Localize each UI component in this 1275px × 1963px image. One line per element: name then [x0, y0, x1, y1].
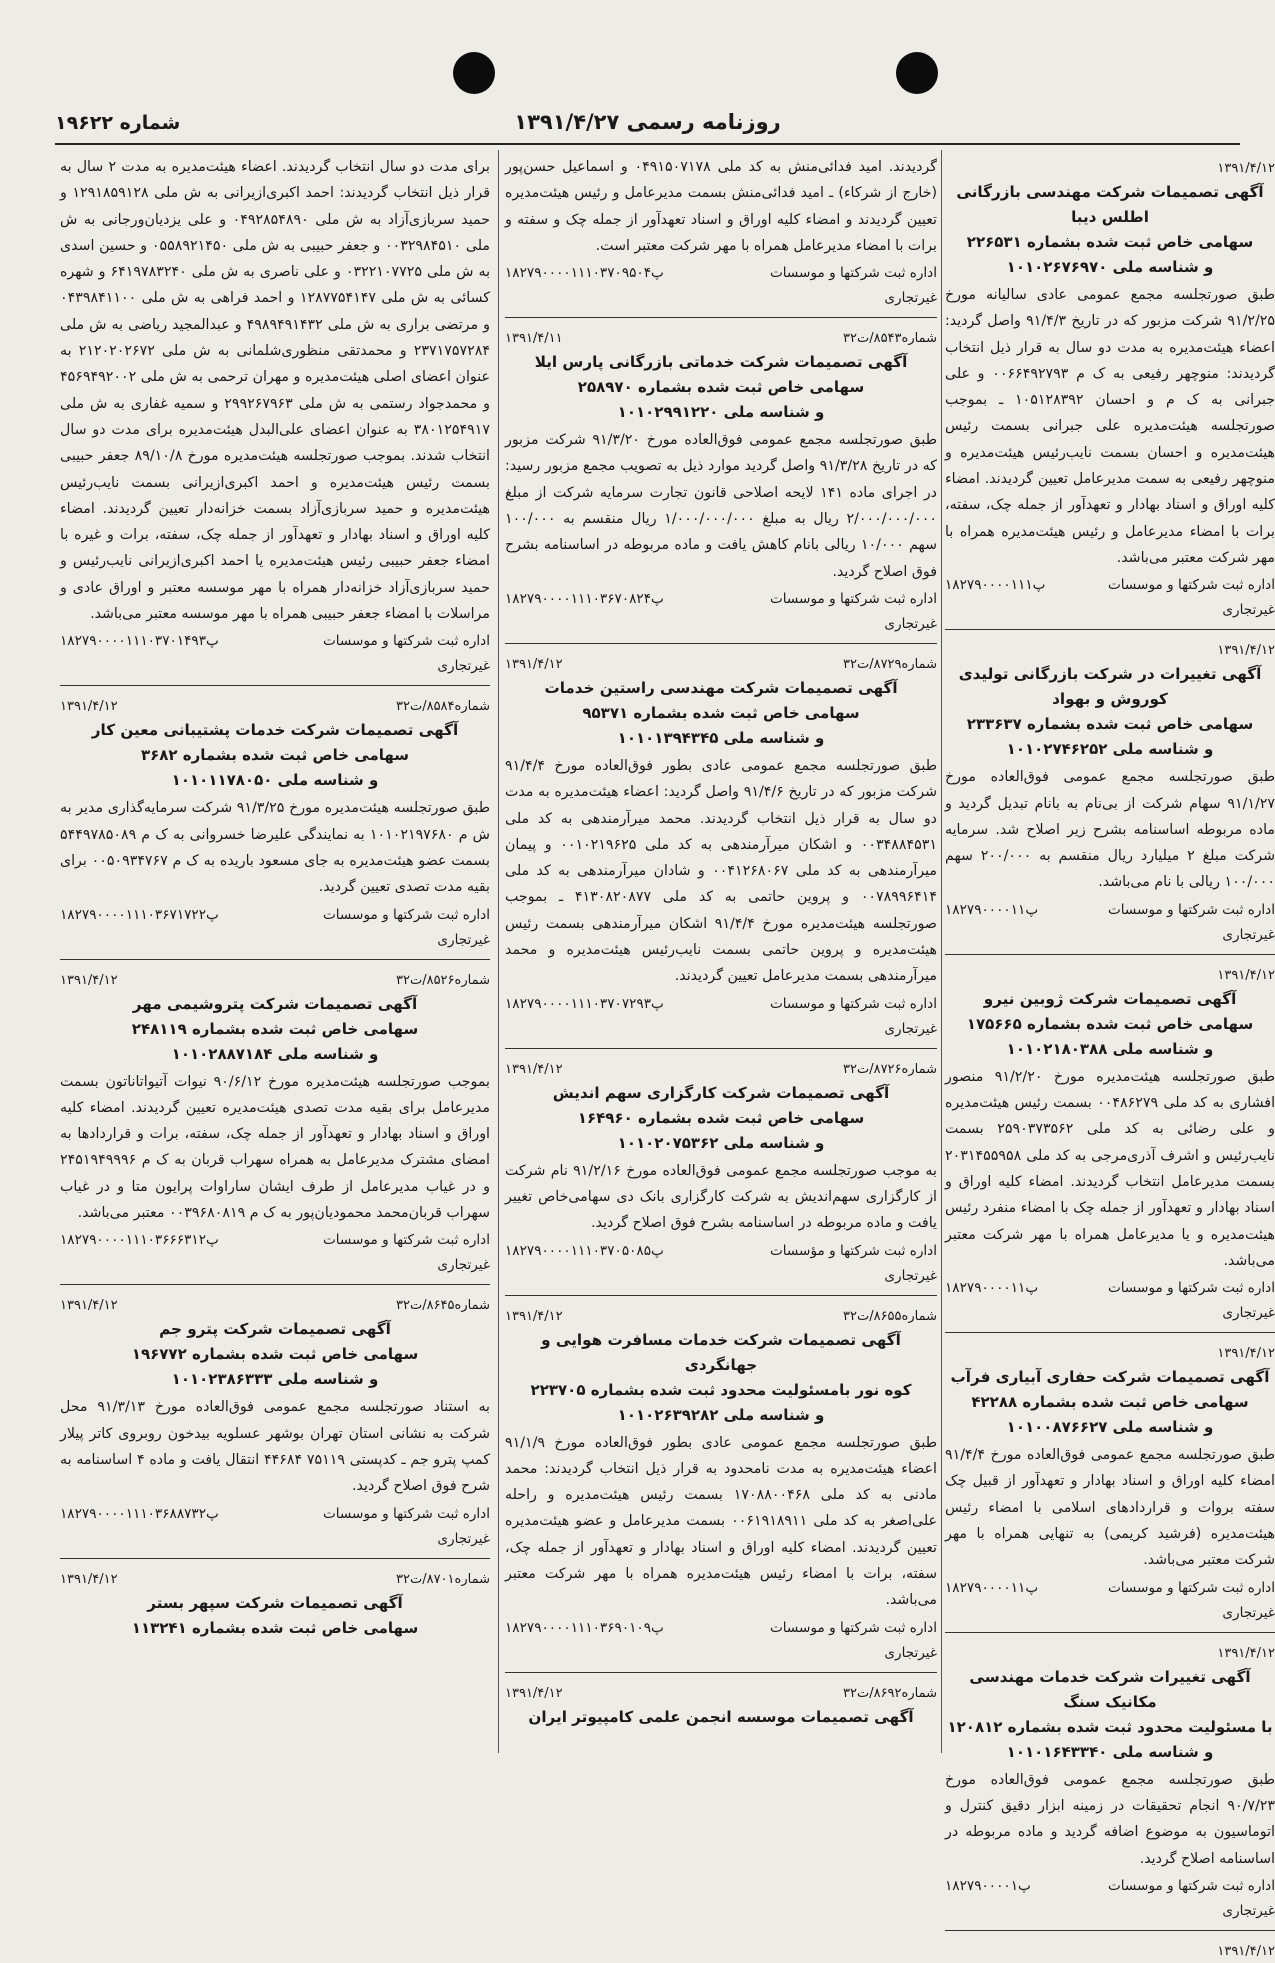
notice-national-id: و شناسه ملی ۱۰۱۰۲۶۷۶۹۷۰	[1006, 258, 1214, 276]
notice-date: ۱۳۹۱/۴/۱۲	[60, 972, 118, 988]
notice-separator	[945, 954, 1275, 955]
notice-body: به موجب صورتجلسه مجمع عمومی فوق‌العاده مورخ ۹۱/۲/۱۶ نام شرکت از کارگزاری سهم‌اندیش به شرکت کارگزاری بانک دی سهامی‌خاص تغییر یافت و ماده مربوطه در اساسنامه بشرح فوق اصلاح گردید.	[505, 1162, 937, 1232]
notice-number: شماره۸۷۰۱/ت۳۲	[396, 1571, 490, 1587]
notice-title: آگهی تغییرات در شرکت بازرگانی تولیدی کوروش و بهواد	[958, 665, 1262, 709]
notice-office: اداره ثبت شرکتها و موسسات	[1107, 1579, 1275, 1596]
notice-separator	[505, 1048, 937, 1049]
notice-national-id: و شناسه ملی ۱۰۱۰۲۶۳۹۲۸۲	[617, 1405, 825, 1424]
notice-title: آگهی تصمیمات موسسه انجمن علمی کامپیوتر ایران	[528, 1707, 914, 1726]
notice-office: اداره ثبت شرکتها و موسسات	[1107, 1280, 1275, 1297]
notice-office-type: غیرتجاری	[884, 290, 937, 307]
notice	[945, 959, 1275, 1326]
notice-separator	[505, 1295, 937, 1296]
notice-body: طبق صورتجلسه هیئت‌مدیره مورخ ۹۱/۳/۲۵ شرکت سرمایه‌گذاری مدیر به ش م ۱۰۱۰۲۱۹۷۶۸۰ به نمایندگی علیرضا خسروانی به ک م ۵۴۴۹۷۸۵۰۸۹ بسمت عضو هیئت‌مدیره به جای مسعود باریده به ک م ۰۰۵۰۹۳۴۷۶۷ برای بقیه مدت تصدی تعیین گردید.	[60, 800, 490, 896]
notice-ref: پ۱۸۲۷۹۰۰۰۰۱۱۱۰۳۷۰۷۲۹۳	[505, 995, 664, 1012]
notice	[60, 690, 490, 952]
notice-number: شماره۸۷۲۶/ت۳۲	[843, 1061, 937, 1077]
notice-date: ۱۳۹۱/۴/۱۲	[1217, 1645, 1275, 1661]
notice-office: اداره ثبت شرکتها و موسسات	[322, 633, 490, 650]
notice-registration: سهامی خاص ثبت شده بشماره ۹۵۳۷۱	[582, 703, 860, 722]
notice-registration: سهامی خاص ثبت شده بشماره ۳۶۸۲	[140, 746, 410, 765]
notice-ref: پ۱۸۲۷۹۰۰۰۰۱۱	[945, 1280, 1039, 1297]
notice-number: شماره۸۷۲۹/ت۳۲	[843, 656, 937, 672]
notice-national-id: و شناسه ملی ۱۰۱۰۱۱۷۸۰۵۰	[171, 771, 379, 790]
notice-date: ۱۳۹۱/۴/۱۲	[505, 1061, 563, 1077]
notice-body: طبق صورتجلسه مجمع عمومی عادی بطور فوق‌العاده مورخ ۹۱/۴/۴ شرکت مزبور که در تاریخ ۹۱/۴/۶ واصل گردید: اعضاء هیئت‌مدیره به مدت دو سال به قرار ذیل انتخاب گردیدند. محمد میرآرمندهی به کد ملی ۰۰۳۴۸۸۴۵۳۱ و اشکان میرآرمندهی به کد ملی ۰۰۱۰۲۱۹۶۲۵ و پیمان میرآرمندهی به کد ملی ۰۰۴۱۲۶۸۰۶۷ و شادان میرآرمندهی به کد ملی ۰۰۷۸۹۹۶۴۱۴ و پروین حاتمی به کد ملی ۴۱۳۰۸۲۰۸۷۷ ـ بموجب صورتجلسه هیئت‌مدیره مورخ ۹۱/۴/۴ اشکان میرآرمندهی بسمت رئیس هیئت‌مدیره و پروین حاتمی بسمت نایب‌رئیس هیئت‌مدیره و محمد میرآرمندهی بسمت مدیرعامل تعیین گردیدند.	[505, 757, 938, 985]
notice-separator	[945, 1332, 1275, 1333]
column-divider	[498, 150, 499, 1753]
binder-hole-left	[453, 52, 495, 94]
notice-registration: سهامی خاص ثبت شده بشماره ۱۹۶۷۷۲	[131, 1345, 419, 1364]
notice-body: طبق صورتجلسه هیئت‌مدیره مورخ ۹۱/۲/۲۰ منصور افشاری به کد ملی ۰۰۴۸۶۲۷۹ بسمت رئیس هیئت‌مدیره و علی رضائی به کد ملی ۲۵۹۰۳۷۳۵۶۲ بسمت نایب‌رئیس و اشرف آذری‌مرجی به کد ملی ۲۰۳۱۴۵۵۹۵۸ بسمت مدیرعامل انتخاب گردیدند. امضاء کلیه اوراق و اسناد بهادار و تعهدآور از جمله چک با امضاء منفرد رئیس هیئت‌مدیره و یا مدیرعامل همراه با مهر شرکت معتبر می‌باشد.	[945, 1068, 1275, 1269]
notice-office: اداره ثبت شرکتها و موسسات	[769, 590, 937, 607]
notice-number: شماره۸۶۴۵/ت۳۲	[396, 1298, 490, 1314]
notice-ref: پ۱۸۲۷۹۰۰۰۰۱۱	[945, 1579, 1039, 1596]
column-divider	[941, 150, 942, 1753]
notice	[945, 1637, 1275, 1924]
notice-national-id: و شناسه ملی ۱۰۱۰۲۹۹۱۲۲۰	[617, 403, 825, 422]
notice-national-id: و شناسه ملی ۱۰۱۰۲۱۸۰۳۸۸	[1006, 1039, 1214, 1058]
notice-number: شماره۸۶۵۵/ت۳۲	[843, 1308, 937, 1324]
notice-date: ۱۳۹۱/۴/۱۲	[60, 1571, 118, 1587]
notice	[945, 1935, 1275, 1963]
notice-ref: پ۱۸۲۷۹۰۰۰۰۱۱	[945, 901, 1039, 918]
notice-ref: پ۱۸۲۷۹۰۰۰۰۱۱۱۰۳۶۷۱۷۲۲	[60, 906, 219, 923]
notice-title: آگهی تصمیمات شرکت مهندسی بازرگانی اطلس دیبا	[956, 183, 1264, 226]
notice-office: اداره ثبت شرکتها و موسسات	[1107, 577, 1275, 594]
notice-national-id: و شناسه ملی ۱۰۱۰۲۳۸۶۳۳۳	[171, 1370, 379, 1389]
notice-date: ۱۳۹۱/۴/۱۲	[505, 656, 563, 672]
notice-separator	[505, 317, 937, 318]
notice-body: به استناد صورتجلسه مجمع عمومی فوق‌العاده مورخ ۹۱/۳/۱۳ محل شرکت به نشانی استان تهران بوشهر عسلویه بیدخون روبروی کاتر پیلار کمپ پترو جم ـ کدپستی ۷۵۱۱۹ ۴۴۶۸۴ انتقال یافت و ماده ۴ اساسنامه به شرح فوق اصلاح گردید.	[60, 1399, 491, 1495]
notice-body: طبق صورتجلسه مجمع عمومی فوق‌العاده مورخ ۹۱/۱/۲۷ سهام شرکت از بی‌نام به بانام تبدیل گردید و ماده مربوطه اساسنامه بشرح زیر اصلاح شد. سرمایه شرکت مبلغ ۲ میلیارد ریال منقسم به ۲۰۰/۰۰۰ سهم ۱۰۰/۰۰۰ ریالی با نام می‌باشد.	[945, 769, 1275, 891]
notice-national-id: و شناسه ملی ۱۰۱۰۱۶۴۳۳۴۰	[1006, 1742, 1214, 1761]
notice	[945, 634, 1275, 947]
notice-separator	[945, 629, 1275, 630]
issue-number: شماره ۱۹۶۲۲	[55, 112, 181, 134]
notice	[945, 1337, 1275, 1625]
notice-office: اداره ثبت شرکتها و موسسات	[769, 265, 937, 282]
notice-office-type: غیرتجاری	[1222, 602, 1275, 619]
notice-office-type: غیرتجاری	[884, 1020, 937, 1037]
notice-registration: سهامی خاص ثبت شده بشماره ۱۷۵۶۶۵	[966, 1014, 1254, 1033]
notice	[505, 1677, 937, 1730]
notice-office: اداره ثبت شرکتها و موسسات	[322, 1505, 490, 1522]
notice-ref: پ۱۸۲۷۹۰۰۰۰۱۱۱۰۳۶۷۰۸۲۴	[505, 590, 664, 607]
notice-date: ۱۳۹۱/۴/۱۲	[60, 699, 118, 715]
notice-continued	[60, 154, 490, 679]
notice-ref: پ۱۸۲۷۹۰۰۰۰۱	[945, 1877, 1031, 1894]
column-middle	[505, 152, 937, 1753]
notice	[60, 964, 490, 1279]
notice-national-id: و شناسه ملی ۱۰۱۰۰۸۷۶۶۲۷	[1006, 1418, 1214, 1437]
column-right	[945, 152, 1275, 1959]
newspaper-title: روزنامه رسمی ۱۳۹۱/۴/۲۷	[514, 110, 781, 134]
notice-national-id: و شناسه ملی ۱۰۱۰۲۷۴۶۲۵۲	[1006, 740, 1214, 759]
notice	[505, 1053, 937, 1289]
notice-office-type: غیرتجاری	[437, 931, 490, 948]
notice-separator	[945, 1632, 1275, 1633]
notice-number: شماره۸۵۸۴/ت۳۲	[396, 699, 490, 715]
notice-national-id: و شناسه ملی ۱۰۱۰۲۸۸۷۱۸۴	[171, 1044, 379, 1063]
notice-registration: سهامی خاص ثبت شده بشماره ۲۴۸۱۱۹	[131, 1019, 419, 1038]
notice-body: طبق صورتجلسه مجمع عمومی فوق‌العاده مورخ ۹۱/۴/۴ امضاء کلیه اوراق و اسناد بهادار و تعهدآور از قبیل چک سفته بروات و قراردادهای اسلامی با امضاء رئیس هیئت‌مدیره (فرشید کریمی) به تنهایی همراه با مهر شرکت معتبر می‌باشد.	[945, 1447, 1275, 1569]
notice-number: شماره۸۶۹۲/ت۳۲	[843, 1685, 937, 1701]
masthead	[55, 108, 1240, 142]
notice-registration: سهامی خاص ثبت شده بشماره ۱۱۳۲۴۱	[131, 1618, 419, 1637]
notice-continued	[505, 154, 937, 311]
notice-ref: پ۱۸۲۷۹۰۰۰۰۱۱۱۰۳۶۸۸۷۳۲	[60, 1505, 219, 1522]
notice-title: آگهی تصمیمات شرکت ژوبین نیرو	[983, 989, 1237, 1008]
notice-office-type: غیرتجاری	[884, 1644, 937, 1661]
notice	[505, 1300, 937, 1666]
notice-ref: پ۱۸۲۷۹۰۰۰۰۱۱۱۰۳۷۰۱۴۹۳	[60, 633, 219, 650]
notice	[60, 1563, 490, 1641]
notice-office: اداره ثبت شرکتها و موسسات	[769, 1619, 937, 1636]
notice-date: ۱۳۹۱/۴/۱۱	[505, 331, 563, 347]
notice-body: طبق صورتجلسه مجمع عمومی عادی سالیانه مورخ ۹۱/۲/۲۵ شرکت مزبور که در تاریخ ۹۱/۴/۳ واصل گردید: اعضاء هیئت‌مدیره به مدت دو سال به قرار ذیل انتخاب گردیدند: منوچهر رفیعی به ک م ۰۰۶۶۴۹۲۷۹۳ و علی جبرانی به ک م و احسان ۱۰۵۱۲۸۳۹۲ ـ بموجب صورتجلسه هیئت‌مدیره علی جبرانی بسمت رئیس هیئت‌مدیره و احسان بسمت نایب‌رئیس هیئت‌مدیره و منوچهر رفیعی به سمت مدیرعامل تعیین گردیدند. امضاء کلیه اوراق و اسناد بهادار و تعهدآور از جمله چک، سفته، برات با امضاء مدیرعامل و رئیس هیئت‌مدیره همراه با مهر شرکت معتبر می‌باشد.	[945, 287, 1275, 566]
notice	[505, 322, 937, 637]
notice-title: آگهی تصمیمات شرکت پترو جم	[159, 1320, 391, 1339]
notice-national-id: و شناسه ملی ۱۰۱۰۲۰۷۵۳۶۲	[617, 1133, 825, 1152]
notice-title: آگهی تصمیمات شرکت خدماتی بازرگانی پارس ایلا	[534, 353, 908, 372]
notice-date: ۱۳۹۱/۴/۱۲	[505, 1308, 563, 1324]
notice-office-type: غیرتجاری	[1222, 1305, 1275, 1322]
notice-office: اداره ثبت شرکتها و موسسات	[322, 1232, 490, 1249]
notice-registration: سهامی خاص ثبت شده بشماره ۲۳۳۶۳۷	[966, 715, 1254, 734]
notice-office: اداره ثبت شرکتها و موسسات	[1107, 1877, 1275, 1894]
notice-title: آگهی تصمیمات شرکت پتروشیمی مهر	[132, 994, 418, 1013]
notice-ref: پ۱۸۲۷۹۰۰۰۰۱۱۱۰۳۷۰۹۵۰۴	[505, 265, 664, 282]
notice-title: آگهی تصمیمات شرکت حفاری آبیاری فرآب	[950, 1368, 1270, 1387]
notice-office-type: غیرتجاری	[1222, 1604, 1275, 1621]
notice-registration: سهامی خاص ثبت شده بشماره ۲۲۶۵۳۱	[966, 233, 1254, 251]
notice-office-type: غیرتجاری	[884, 1267, 937, 1284]
notice-date: ۱۳۹۱/۴/۱۲	[60, 1298, 118, 1314]
notice-title: آگهی تصمیمات شرکت خدمات مسافرت هوایی و جهانگردی	[541, 1330, 901, 1374]
notice-separator	[505, 1672, 937, 1673]
notice-body: گردیدند. امید فدائی‌منش به کد ملی ۰۴۹۱۵۰۷۱۷۸ و اسماعیل حسن‌پور (خارج از شرکاء) ـ امید فدائی‌منش بسمت مدیرعامل و رئیس هیئت‌مدیره تعیین گردیدند و امضاء کلیه اوراق و اسناد تعهدآور از جمله چک و سفته و برات با امضاء مدیرعامل همراه با مهر شرکت معتبر است.	[505, 159, 937, 254]
notice-title: آگهی تغییرات شرکت خدمات مهندسی مکانیک سنگ	[969, 1667, 1251, 1711]
notice-ref: پ۱۸۲۷۹۰۰۰۰۱۱۱۰۳۶۹۰۱۰۹	[505, 1619, 664, 1636]
notice-ref: پ۱۸۲۷۹۰۰۰۰۱۱۱۰۳۶۶۶۳۱۲	[60, 1232, 219, 1249]
notice-separator	[945, 1930, 1275, 1931]
notice-date: ۱۳۹۱/۴/۱۲	[1217, 1943, 1275, 1959]
notice-ref: پ۱۸۲۷۹۰۰۰۰۱۱۱۰۳۷۰۵۰۸۵	[505, 1242, 664, 1259]
notice-body: بموجب صورتجلسه هیئت‌مدیره مورخ ۹۰/۶/۱۲ نیوات آتیواتاناتون بسمت مدیرعامل برای بقیه مدت تصدی هیئت‌مدیره تعیین گردیدند. امضاء کلیه اوراق و اسناد بهادار و تعهدآور از جمله چک، سفته، برات و قراردادها به امضای مشترک مدیرعامل به همراه سهراب قربان به ک م ۲۴۵۱۹۴۹۹۹۶ و در غیاب مدیرعامل از طرف ایشان ساراوات پرایون متا و در غیاب سهراب قربان‌محمد محمودیان‌پور به ک م ۰۰۳۹۶۸۰۸۱۹ معتبر می‌باشد.	[60, 1073, 490, 1222]
notice-title: آگهی تصمیمات شرکت مهندسی راستین خدمات	[544, 678, 898, 697]
notice-separator	[60, 959, 490, 960]
notice-date: ۱۳۹۱/۴/۱۲	[505, 1685, 563, 1701]
notice-body: طبق صورتجلسه مجمع عمومی فوق‌العاده مورخ ۹۱/۳/۲۰ شرکت مزبور که در تاریخ ۹۱/۳/۲۸ واصل گردید موارد ذیل به تصویب مجمع مزبور رسید: در اجرای ماده ۱۴۱ لایحه اصلاحی قانون تجارت سرمایه شرکت از مبلغ ۲/۰۰۰/۰۰۰/۰۰۰ ریال به مبلغ ۱/۰۰۰/۰۰۰/۰۰۰ ریال منقسم به ۱۰۰/۰۰۰ سهم ۱۰/۰۰۰ ریالی بانام کاهش یافت و ماده مربوطه در اساسنامه بشرح فوق اصلاح گردید.	[505, 432, 938, 580]
notice-national-id: و شناسه ملی ۱۰۱۰۱۳۹۴۳۴۵	[617, 728, 825, 747]
notice-date: ۱۳۹۱/۴/۱۲	[1217, 967, 1275, 983]
notice-office: اداره ثبت شرکتها و موسسات	[769, 995, 937, 1012]
notice-registration: سهامی خاص ثبت شده بشماره ۲۵۸۹۷۰	[577, 378, 865, 397]
notice-separator	[60, 685, 490, 686]
notice-body: برای مدت دو سال انتخاب گردیدند. اعضاء هیئت‌مدیره به مدت ۲ سال به قرار ذیل انتخاب گردیدند: احمد اکبری‌ازیرانی به ش ملی ۱۲۹۱۸۵۹۱۲۸ و حمید سربازی‌آزاد به ش ملی ۰۴۹۲۸۵۴۸۹۰ و علی یزدیان‌ورجانی به ش ملی ۰۰۳۲۹۸۴۵۱۰ و جعفر حبیبی به ش ملی ۰۵۵۸۹۲۱۴۵۰ و حسین اسدی به ش ملی ۰۳۲۲۱۰۷۷۲۵ و علی ناصری به ش ملی ۶۴۱۹۷۸۳۲۴۰ و شهره کسائی به ش ملی ۱۲۸۷۷۵۴۱۴۷ و احمد فراهی به ش ملی ۰۴۳۹۸۴۱۱۰۰ و مرتضی براری به ش ملی ۴۹۸۹۴۹۱۴۳۲ و عبدالمجید ریاضی به ش ملی ۲۳۷۱۷۵۷۲۸۴ و محمدتقی منظوری‌شلمانی به ش ملی ۲۱۲۰۲۰۲۶۷۲ به عنوان اعضای اصلی هیئت‌مدیره و مهران ترحمی به ش ملی ۴۵۶۹۴۹۲۰۰۲ و محمدجواد رستمی به ش ملی ۲۹۹۲۶۷۹۶۳ و سمیه غفاری به ش ملی ۳۸۰۱۲۵۴۹۱۷ به عنوان اعضای علی‌البدل هیئت‌مدیره برای مدت دو سال انتخاب شدند. بموجب صورتجلسه هیئت‌مدیره مورخ ۸۹/۱۰/۸ جعفر حبیبی بسمت رئیس هیئت‌مدیره و احمد اکبری‌ازیرانی بسمت نایب‌رئیس هیئت‌مدیره و حمید سربازی‌آزاد بسمت خزانه‌دار تعیین گردیدند. امضاء کلیه اوراق و اسناد بهادار و تعهدآور از جمله چک، سفته، برات و غیره با امضاء جعفر حبیبی رئیس هیئت‌مدیره یا احمد اکبری‌ازیرانی نایب‌رئیس و حمید سربازی‌آزاد خزانه‌دار همراه با مهر موسسه معتبر و اوراق عادی و مراسلات با امضاء جعفر حبیبی همراه با مهر موسسه معتبر می‌باشد.	[60, 159, 491, 623]
notice-number: شماره۸۵۴۳/ت۳۲	[843, 331, 937, 347]
notice-office-type: غیرتجاری	[1222, 926, 1275, 943]
notice-office: اداره ثبت شرکتها و مؤسسات	[769, 1242, 937, 1259]
notice-registration: با مسئولیت محدود ثبت شده بشماره ۱۲۰۸۱۲	[947, 1717, 1273, 1736]
notice-registration: کوه نور بامسئولیت محدود ثبت شده بشماره ۲۲۳۷۰۵	[530, 1380, 912, 1399]
notice	[945, 152, 1275, 623]
binder-hole-right	[896, 52, 938, 94]
notice-office-type: غیرتجاری	[884, 615, 937, 632]
notice-office: اداره ثبت شرکتها و موسسات	[322, 906, 490, 923]
notice-title: آگهی تصمیمات شرکت سپهر بستر	[147, 1593, 403, 1612]
notice-office-type: غیرتجاری	[437, 658, 490, 675]
notice-office-type: غیرتجاری	[437, 1257, 490, 1274]
notice-office: اداره ثبت شرکتها و موسسات	[1107, 901, 1275, 918]
notice	[60, 1289, 490, 1551]
notice-date: ۱۳۹۱/۴/۱۲	[1217, 161, 1275, 176]
notice-date: ۱۳۹۱/۴/۱۲	[1217, 643, 1275, 659]
notice-title: آگهی تصمیمات شرکت کارگزاری سهم اندیش	[552, 1083, 890, 1102]
notice	[505, 648, 937, 1042]
header-rule	[55, 143, 1240, 145]
notice-date: ۱۳۹۱/۴/۱۲	[1217, 1346, 1275, 1362]
notice-number: شماره۸۵۲۶/ت۳۲	[396, 972, 490, 988]
notice-body: طبق صورتجلسه مجمع عمومی فوق‌العاده مورخ ۹۰/۷/۲۳ انجام تحقیقات در زمینه ابزار دقیق کنترل و اتوماسیون به موضوع اضافه گردید و ماده مربوطه در اساسنامه اصلاح گردید.	[945, 1771, 1275, 1867]
notice-ref: پ۱۸۲۷۹۰۰۰۰۱۱۱	[945, 577, 1046, 594]
column-left	[60, 152, 490, 1753]
notice-body: طبق صورتجلسه مجمع عمومی عادی بطور فوق‌العاده مورخ ۹۱/۱/۹ اعضاء هیئت‌مدیره به مدت نامحدود به قرار ذیل انتخاب گردیدند: محمد مادنی به کد ملی ۱۷۰۸۸۰۰۴۶۸ بسمت رئیس هیئت‌مدیره و راحله علی‌اصغر به کد ملی ۰۰۶۱۹۱۸۹۱۱ بسمت مدیرعامل و عضو هیئت‌مدیره تعیین گردیدند. امضاء کلیه اوراق و اسناد بهادار و تعهدآور از جمله چک، سفته، برات با امضاء رئیس هیئت‌مدیره همراه با مهر شرکت معتبر می‌باشد.	[505, 1434, 938, 1609]
notice-registration: سهامی خاص ثبت شده بشماره ۴۲۲۸۸	[971, 1393, 1249, 1412]
notice-title: آگهی تصمیمات شرکت خدمات پشتیبانی معین کار	[91, 721, 459, 740]
notice-separator	[60, 1284, 490, 1285]
notice-separator	[505, 643, 937, 644]
notice-registration: سهامی خاص ثبت شده بشماره ۱۶۴۹۶۰	[577, 1108, 865, 1127]
notice-office-type: غیرتجاری	[1222, 1902, 1275, 1919]
notice-separator	[60, 1558, 490, 1559]
notice-office-type: غیرتجاری	[437, 1530, 490, 1547]
